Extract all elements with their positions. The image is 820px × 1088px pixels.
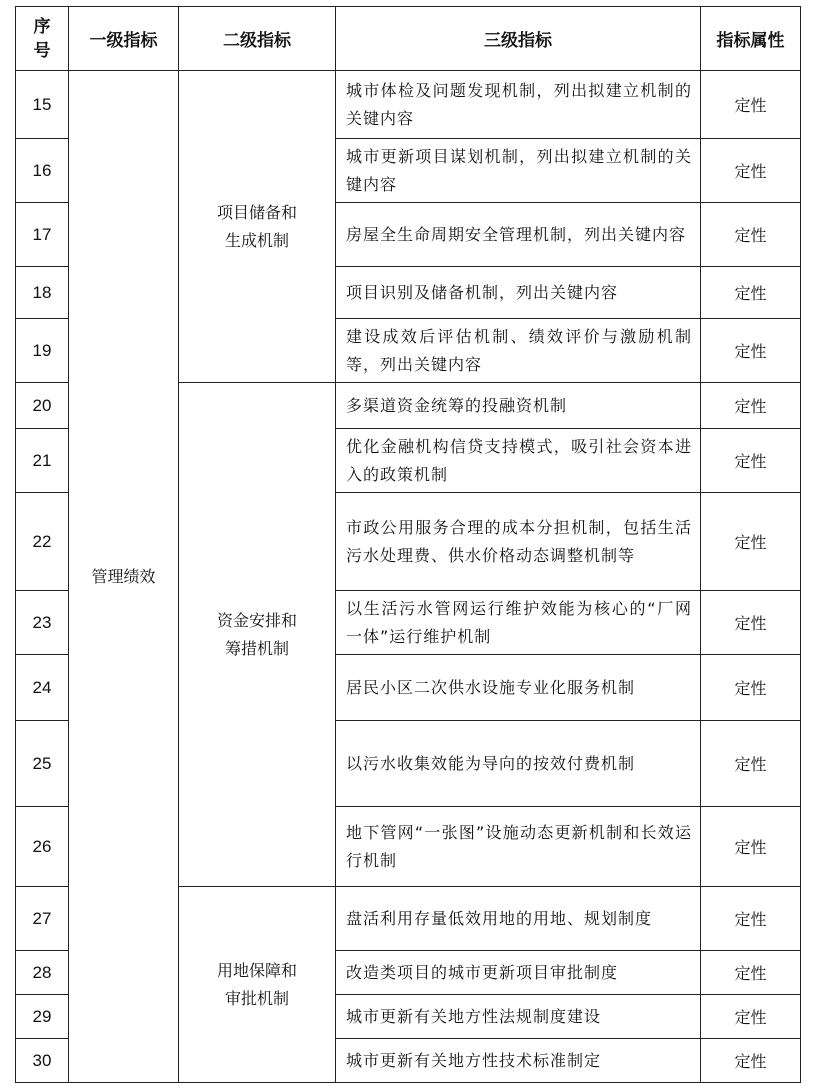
attribute-cell: 定性 (701, 1039, 801, 1083)
attribute-cell: 定性 (701, 995, 801, 1039)
level3-cell: 城市体检及问题发现机制，列出拟建立机制的关键内容 (336, 71, 701, 139)
level3-cell: 以生活污水管网运行维护效能为核心的“厂网一体”运行维护机制 (336, 591, 701, 655)
attribute-cell: 定性 (701, 267, 801, 319)
row-number: 27 (16, 887, 69, 951)
attribute-cell: 定性 (701, 203, 801, 267)
row-number: 21 (16, 429, 69, 493)
row-number: 28 (16, 951, 69, 995)
level2-cell-funding: 资金安排和 筹措机制 (179, 383, 336, 887)
row-number: 29 (16, 995, 69, 1039)
level3-cell: 建设成效后评估机制、绩效评价与激励机制等，列出关键内容 (336, 319, 701, 383)
row-number: 20 (16, 383, 69, 429)
row-number: 24 (16, 655, 69, 721)
level3-cell: 城市更新有关地方性法规制度建设 (336, 995, 701, 1039)
header-level3: 三级指标 (336, 7, 701, 71)
attribute-cell: 定性 (701, 591, 801, 655)
row-number: 18 (16, 267, 69, 319)
attribute-cell: 定性 (701, 429, 801, 493)
indicator-table (15, 6, 801, 1083)
row-number: 30 (16, 1039, 69, 1083)
header-attribute: 指标属性 (701, 7, 801, 71)
row-number: 17 (16, 203, 69, 267)
row-number: 26 (16, 807, 69, 887)
level2-cell-land: 用地保障和 审批机制 (179, 887, 336, 1083)
level3-cell: 地下管网“一张图”设施动态更新机制和长效运行机制 (336, 807, 701, 887)
level3-cell: 多渠道资金统筹的投融资机制 (336, 383, 701, 429)
attribute-cell: 定性 (701, 319, 801, 383)
level3-cell: 市政公用服务合理的成本分担机制，包括生活污水处理费、供水价格动态调整机制等 (336, 493, 701, 591)
header-level2: 二级指标 (179, 7, 336, 71)
level3-cell: 城市更新项目谋划机制，列出拟建立机制的关键内容 (336, 139, 701, 203)
level3-cell: 城市更新有关地方性技术标准制定 (336, 1039, 701, 1083)
attribute-cell: 定性 (701, 721, 801, 807)
attribute-cell: 定性 (701, 493, 801, 591)
attribute-cell: 定性 (701, 807, 801, 887)
level2-cell-project-reserve: 项目储备和 生成机制 (179, 71, 336, 383)
header-seq: 序 号 (16, 7, 69, 71)
level3-cell: 居民小区二次供水设施专业化服务机制 (336, 655, 701, 721)
table-row (16, 71, 801, 139)
row-number: 23 (16, 591, 69, 655)
attribute-cell: 定性 (701, 655, 801, 721)
row-number: 22 (16, 493, 69, 591)
level3-cell: 优化金融机构信贷支持模式，吸引社会资本进入的政策机制 (336, 429, 701, 493)
row-number: 25 (16, 721, 69, 807)
row-number: 19 (16, 319, 69, 383)
attribute-cell: 定性 (701, 951, 801, 995)
row-number: 15 (16, 71, 69, 139)
attribute-cell: 定性 (701, 887, 801, 951)
attribute-cell: 定性 (701, 383, 801, 429)
level3-cell: 房屋全生命周期安全管理机制，列出关键内容 (336, 203, 701, 267)
attribute-cell: 定性 (701, 139, 801, 203)
level3-cell: 盘活利用存量低效用地的用地、规划制度 (336, 887, 701, 951)
level1-cell: 管理绩效 (69, 71, 179, 1083)
header-row (16, 7, 801, 71)
level3-cell: 以污水收集效能为导向的按效付费机制 (336, 721, 701, 807)
row-number: 16 (16, 139, 69, 203)
header-level1: 一级指标 (69, 7, 179, 71)
level3-cell: 改造类项目的城市更新项目审批制度 (336, 951, 701, 995)
level3-cell: 项目识别及储备机制，列出关键内容 (336, 267, 701, 319)
attribute-cell: 定性 (701, 71, 801, 139)
